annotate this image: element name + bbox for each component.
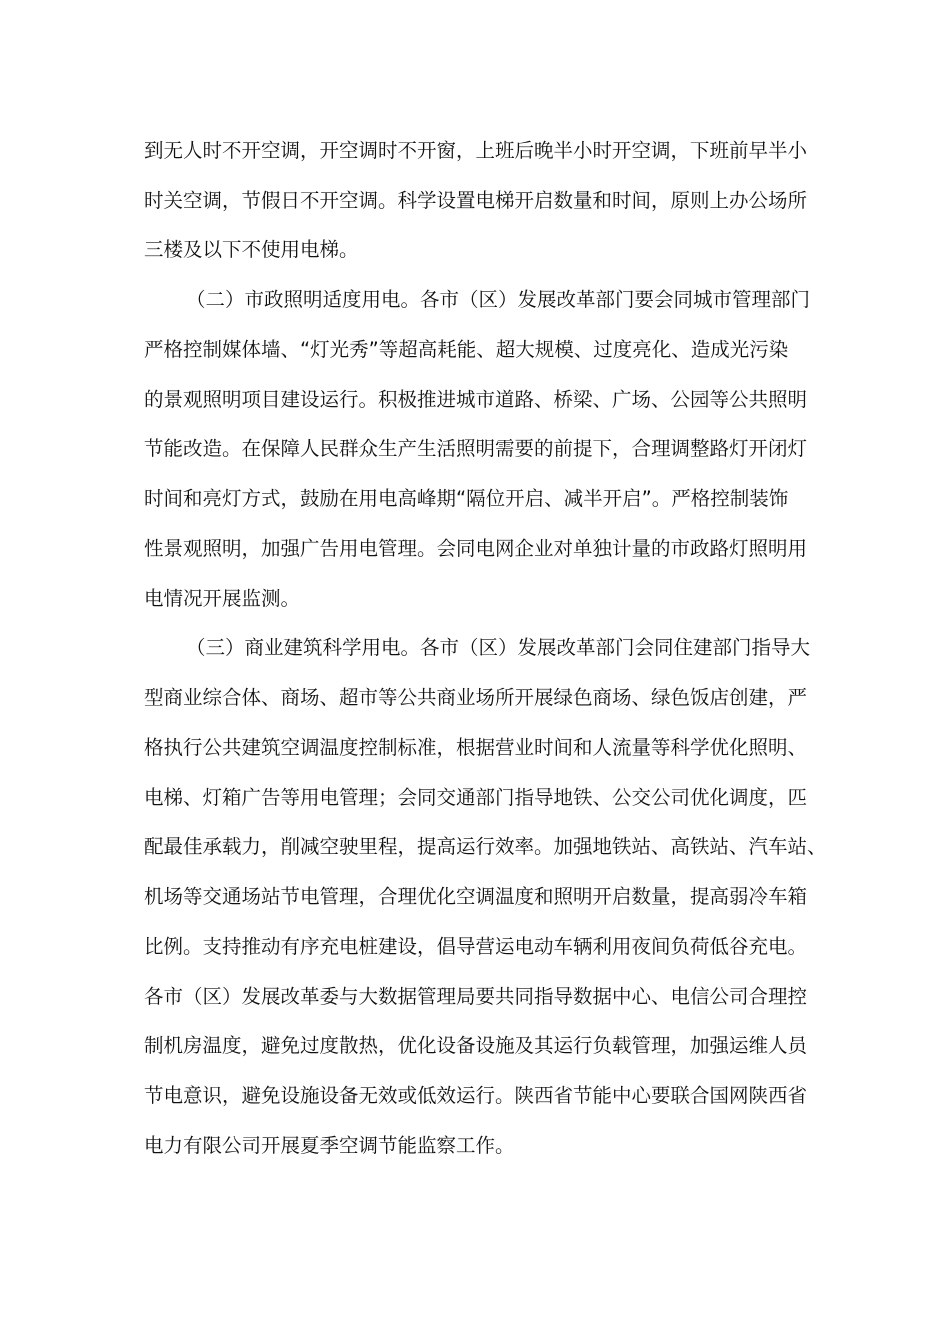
text-line: 时关空调，节假日不开空调。科学设置电梯开启数量和时间，原则上办公场所 [144, 189, 808, 212]
text-line: 配最佳承载力，削减空驶里程，提高运行效率。加强地铁站、高铁站、汽车站、 [144, 835, 827, 858]
paragraph-heading-3: （三）商业建筑科学用电。各市（区）发展改革部门会同住建部门指导大 [186, 636, 811, 659]
text-line: 格执行公共建筑空调温度控制标准，根据营业时间和人流量等科学优化照明、 [144, 736, 808, 759]
text-line: 三楼及以下不使用电梯。 [144, 238, 359, 261]
text-line: 电力有限公司开展夏季空调节能监察工作。 [144, 1134, 515, 1157]
text-line: 性景观照明，加强广告用电管理。会同电网企业对单独计量的市政路灯照明用 [144, 537, 808, 560]
text-line: 机场等交通场站节电管理，合理优化空调温度和照明开启数量，提高弱冷车箱 [144, 885, 808, 908]
text-line: 各市（区）发展改革委与大数据管理局要共同指导数据中心、电信公司合理控 [144, 985, 808, 1008]
text-line: 电情况开展监测。 [144, 587, 301, 610]
text-line: 节能改造。在保障人民群众生产生活照明需要的前提下，合理调整路灯开闭灯 [144, 437, 808, 460]
text-line: 型商业综合体、商场、超市等公共商业场所开展绿色商场、绿色饭店创建，严 [144, 686, 808, 709]
text-line: 时间和亮灯方式，鼓励在用电高峰期“隔位开启、减半开启”。严格控制装饰 [144, 487, 789, 510]
paragraph-heading-2: （二）市政照明适度用电。各市（区）发展改革部门要会同城市管理部门 [186, 288, 811, 311]
text-line: 比例。支持推动有序充电桩建设，倡导营运电动车辆利用夜间负荷低谷充电。 [144, 935, 808, 958]
text-line: 严格控制媒体墙、“灯光秀”等超高耗能、超大规模、过度亮化、造成光污染 [144, 338, 789, 361]
text-line: 的景观照明项目建设运行。积极推进城市道路、桥梁、广场、公园等公共照明 [144, 388, 808, 411]
text-line: 到无人时不开空调，开空调时不开窗，上班后晚半小时开空调，下班前早半小 [144, 139, 808, 162]
text-line: 电梯、灯箱广告等用电管理；会同交通部门指导地铁、公交公司优化调度，匹 [144, 786, 808, 809]
text-line: 制机房温度，避免过度散热，优化设备设施及其运行负载管理，加强运维人员 [144, 1034, 808, 1057]
text-line: 节电意识，避免设施设备无效或低效运行。陕西省节能中心要联合国网陕西省 [144, 1084, 808, 1107]
